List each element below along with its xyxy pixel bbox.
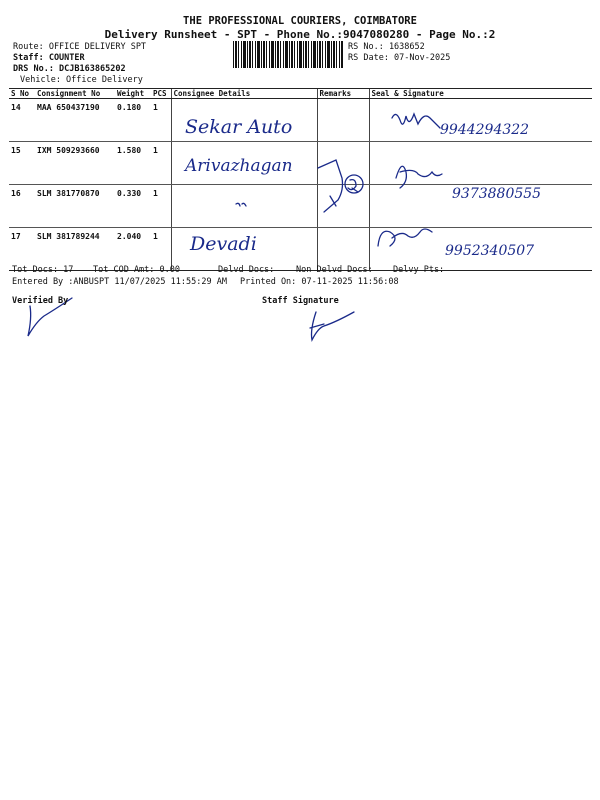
- col-sno: S No: [9, 89, 35, 99]
- small-mark: [236, 203, 246, 206]
- cell-consignment: SLM 381770870: [35, 185, 115, 228]
- scribble-mark: [318, 160, 343, 212]
- circled-mark: [345, 175, 363, 193]
- delivery-points: Delvy Pts:: [393, 265, 445, 275]
- signature-row15: [396, 166, 442, 188]
- signature-row17: [378, 229, 432, 246]
- circled-mark-inner: [348, 180, 358, 192]
- route-info: Route: OFFICE DELIVERY SPT: [13, 42, 147, 52]
- verified-by-label: Verified By: [12, 296, 69, 306]
- signature-row14: [392, 114, 440, 128]
- vehicle-info: Vehicle: Office Delivery: [20, 75, 143, 85]
- cell-sno: 16: [9, 185, 35, 228]
- cell-weight: 0.180: [115, 99, 151, 142]
- rs-number: RS No.: 1638652: [348, 42, 425, 52]
- printed-on: Printed On: 07-11-2025 11:56:08: [240, 277, 399, 287]
- handwritten-consignee: Devadi: [190, 233, 257, 255]
- delivered-docs: Delvd Docs:: [218, 265, 275, 275]
- col-consignee: Consignee Details: [171, 89, 317, 99]
- col-remarks: Remarks: [317, 89, 369, 99]
- cell-consignment: SLM 381789244: [35, 228, 115, 271]
- cell-pcs: 1: [151, 228, 171, 271]
- cell-pcs: 1: [151, 185, 171, 228]
- cell-pcs: 1: [151, 142, 171, 185]
- col-seal-signature: Seal & Signature: [369, 89, 592, 99]
- cell-sno: 17: [9, 228, 35, 271]
- cell-consignment: MAA 650437190: [35, 99, 115, 142]
- drs-number: DRS No.: DCJB163865202: [13, 64, 126, 74]
- rs-date: RS Date: 07-Nov-2025: [348, 53, 451, 63]
- entered-by: Entered By :ANBUSPT 11/07/2025 11:55:29 AM: [12, 277, 227, 287]
- cell-weight: 2.040: [115, 228, 151, 271]
- staff-signature-label: Staff Signature: [262, 296, 339, 306]
- handwritten-phone: 9952340507: [445, 243, 535, 259]
- runsheet-title: Delivery Runsheet - SPT - Phone No.:9047080280 - Page No.:2: [104, 28, 496, 41]
- staff-signature-mark: [310, 312, 354, 340]
- col-weight: Weight: [115, 89, 151, 99]
- cell-weight: 0.330: [115, 185, 151, 228]
- handwritten-consignee: Arivazhagan: [185, 156, 293, 176]
- total-cod-amount: Tot COD Amt: 0.00: [93, 265, 180, 275]
- non-delivered-docs: Non Delvd Docs:: [296, 265, 373, 275]
- total-docs: Tot Docs: 17: [12, 265, 74, 275]
- col-pcs: PCS: [151, 89, 171, 99]
- cell-weight: 1.580: [115, 142, 151, 185]
- company-name: THE PROFESSIONAL COURIERS, COIMBATORE: [183, 15, 417, 27]
- handwritten-phone: 9944294322: [440, 122, 530, 138]
- cell-pcs: 1: [151, 99, 171, 142]
- col-consignment: Consignment No: [35, 89, 115, 99]
- handwritten-phone: 9373880555: [452, 186, 542, 202]
- cell-sno: 15: [9, 142, 35, 185]
- cell-consignment: IXM 509293660: [35, 142, 115, 185]
- cell-sno: 14: [9, 99, 35, 142]
- handwritten-consignee: Sekar Auto: [185, 116, 293, 138]
- staff-info: Staff: COUNTER: [13, 53, 85, 63]
